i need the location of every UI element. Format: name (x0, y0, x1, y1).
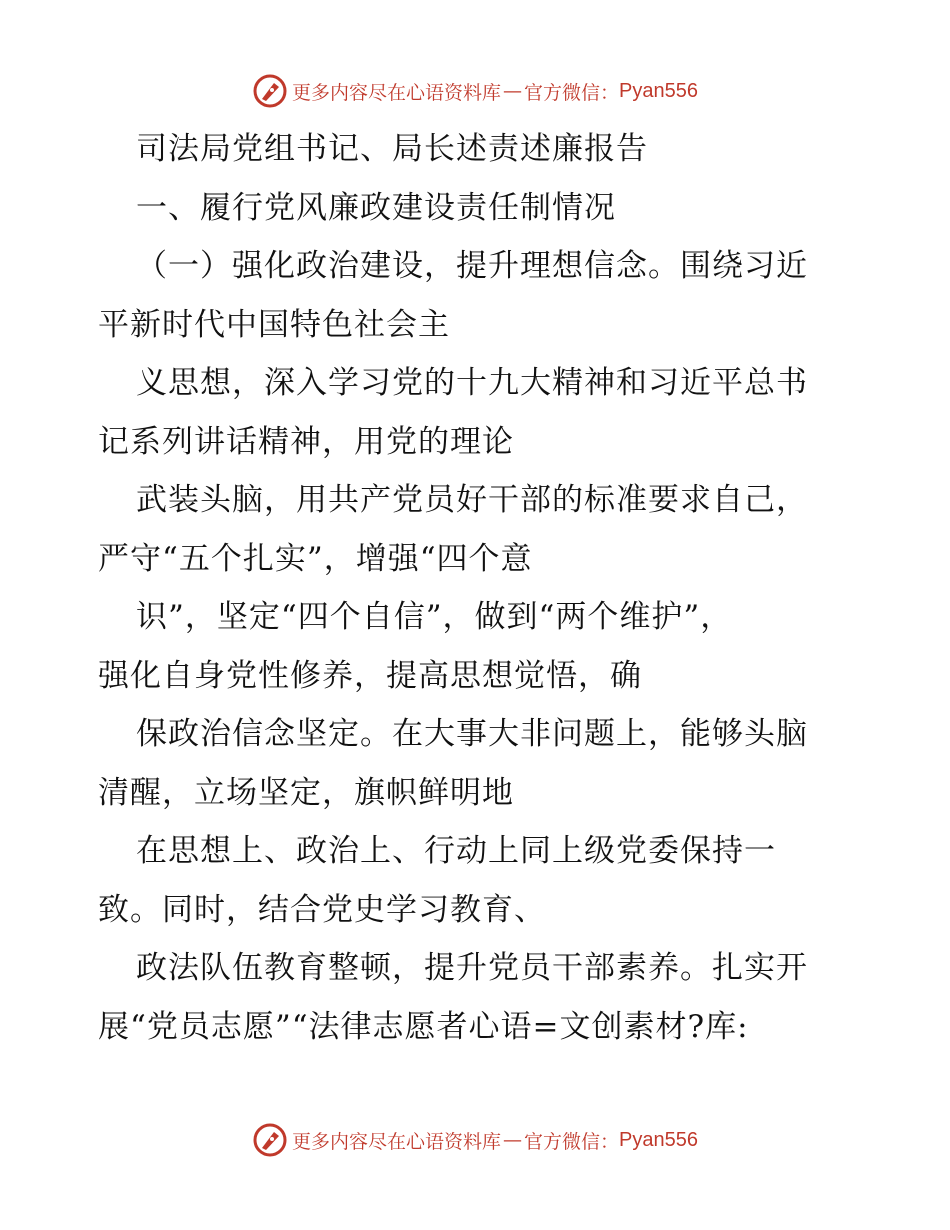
watermark-wechat-id: Pyan556 (619, 1128, 698, 1151)
watermark-text: 更多内容尽在心语资料库 (292, 1130, 502, 1153)
watermark-footer (0, 1120, 950, 1160)
watermark-contact-label: 官方微信： (524, 1130, 620, 1153)
paragraph-line: 政法队伍教育整顿，提升党员干部素养。扎实开 (136, 950, 808, 986)
document-body (98, 120, 858, 1056)
paragraph-line: 识”，坚定“四个自信”，做到“两个维护”， (136, 599, 733, 635)
watermark-contact-label: 官方微信： (524, 81, 620, 104)
paragraph-line: 致。同时，结合党史学习教育、 (98, 891, 546, 928)
paragraph-line: （一）强化政治建设，提升理想信念。围绕习近 (136, 248, 808, 284)
paragraph-line: 在思想上、政治上、行动上同上级党委保持一 (136, 833, 776, 869)
paragraph-line: 清醒，立场坚定，旗帜鲜明地 (98, 774, 514, 811)
pen-nib-circle-icon (252, 73, 288, 109)
watermark-separator: — (503, 1129, 523, 1151)
watermark-separator: — (503, 80, 523, 102)
watermark-wechat-id: Pyan556 (619, 79, 698, 102)
paragraph-line: 保政治信念坚定。在大事大非问题上，能够头脑 (136, 716, 808, 752)
document-title: 司法局党组书记、局长述责述廉报告 (136, 131, 648, 167)
paragraph-line: 武装头脑，用共产党员好干部的标准要求自己， (136, 482, 808, 518)
watermark-header (0, 71, 950, 111)
paragraph-line: 记系列讲话精神，用党的理论 (98, 423, 514, 460)
paragraph-line: 强化自身党性修养，提高思想觉悟，确 (98, 657, 642, 694)
section-heading: 一、履行党风廉政建设责任制情况 (136, 189, 616, 226)
pen-nib-circle-icon (252, 1122, 288, 1158)
watermark-text: 更多内容尽在心语资料库 (292, 81, 502, 104)
paragraph-line: 义思想，深入学习党的十九大精神和习近平总书 (136, 365, 808, 401)
paragraph-line: 严守“五个扎实”，增强“四个意 (98, 540, 533, 577)
paragraph-line: 平新时代中国特色社会主 (98, 306, 450, 343)
paragraph-line: 展“党员志愿”“法律志愿者心语=文创素材?库: (98, 1008, 749, 1045)
